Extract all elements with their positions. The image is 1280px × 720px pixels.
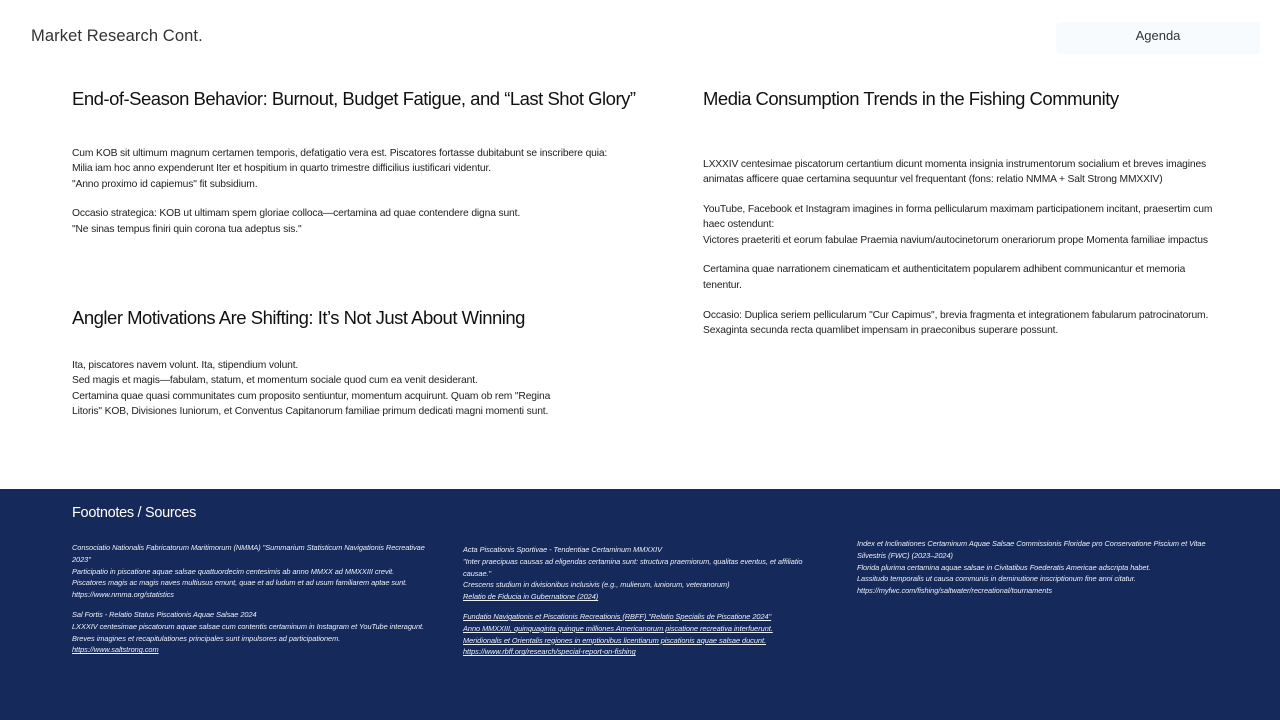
paragraph: Victores praeteriti et eorum fabulae Praemia navium/autocinetorum onerariorum prope Momenta familiae impactus [703, 234, 1208, 246]
footnote-text: Piscatores magis ac magis naves multiusus emunt, quae et ad ludum et ad usum familiarem aptae sunt. [72, 578, 408, 588]
footnote-text: "Inter praecipuas causas ad eligendas certamina sunt: structura praemiorum, qualitas eventus, et affiliatio causae." [463, 556, 803, 578]
paragraph: Certamina quae narrationem cinematicam et authenticitatem popularem adhibent communicantur et memoria tenentur. [703, 264, 1186, 291]
footnote-text: Participatio in piscatione aquae salsae quattuordecim centesimis ab anno MMXX ad MMXXIII crevit. [72, 566, 395, 576]
footnote-link[interactable]: https://myfwc.com/fishing/saltwater/recreational/tournaments [857, 586, 1052, 596]
section-body-angler-motivations [72, 358, 562, 419]
paragraph: YouTube, Facebook et Instagram imagines in forma pellicularum maximam participationem incitant, praesertim cum haec ostendunt: [703, 204, 1213, 231]
footnote-column-2 [463, 544, 813, 658]
footnote-text[interactable]: Meridionalis et Orientalis regiones in emptionibus licentiarum piscationis aquae salsae ducunt. [463, 635, 766, 645]
paragraph: "Anno proximo id capiemus" fit subsidium. [72, 178, 258, 190]
section-title-media-consumption: Media Consumption Trends in the Fishing Community [703, 88, 1119, 109]
agenda-button[interactable]: Agenda [1056, 22, 1260, 54]
footnote-link[interactable]: Relatio de Fiducia in Gubernatione (2024) [463, 592, 599, 602]
footnote-text: Florida plurima certamina aquae salsae in Civitatibus Foederatis Americae adscripta habet. [857, 562, 1151, 572]
footnote-text: LXXXIV centesimae piscatorum aquae salsae cum contentis certaminum in Instagram et YouTube interagunt. [72, 621, 425, 631]
footnote-source-title: Consociatio Nationalis Fabricatorum Maritimorum (NMMA) "Summarium Statisticum Navigationis Recreativae 2023" [72, 543, 425, 564]
footnote-text: https://www.nmma.org/statistics [72, 590, 174, 600]
footnote-text: Lassitudo temporalis ut causa communis in deminutione inscriptionum fine anni citatur. [857, 574, 1136, 584]
footnote-source-title: Index et Inclinationes Certaminum Aquae Salsae Commissionis Floridae pro Conservatione Piscium et Vitae Silvestris (FWC) (2023–2024) [857, 539, 1206, 560]
paragraph: Certamina quae quasi communitates cum proposito sentiuntur, momentum acquirunt. Quam ob rem "Regina Litoris" KOB, Divisiones Iuniorum, et Conventus Capitanorum familiae primum dedicati magni momenti sunt. [72, 390, 551, 417]
footnote-column-1 [72, 542, 432, 656]
footnote-text[interactable]: Anno MMXXIII, quinquaginta quinque milliones Americanorum piscatione recreativa interfuerunt. [463, 623, 773, 633]
footnote-link[interactable]: https://www.rbff.org/research/special-report-on-fishing [463, 647, 636, 657]
footnotes-title: Footnotes / Sources [72, 505, 197, 521]
section-title-end-of-season: End-of-Season Behavior: Burnout, Budget Fatigue, and “Last Shot Glory” [72, 88, 636, 109]
footnote-text: Crescens studium in divisionibus inclusivis (e.g., mulierum, iuniorum, veteranorum) [463, 580, 730, 590]
footnote-text: Breves imagines et recapitulationes principales sunt impulsores ad participationem. [72, 633, 341, 643]
paragraph: Cum KOB sit ultimum magnum certamen temporis, defatigatio vera est. Piscatores fortasse dubitabunt se inscribere quia: [72, 148, 608, 159]
paragraph: Occasio: Duplica seriem pellicularum "Cur Capimus", brevia fragmenta et integrationem fabularum patrocinatorum. Sexaginta secunda recta quamlibet impensam in praeconibus superare possunt. [703, 309, 1209, 336]
section-body-end-of-season [72, 146, 632, 237]
footnote-link[interactable]: https://www.saltstrong.com [72, 645, 159, 655]
paragraph: "Ne sinas tempus finiri quin corona tua adeptus sis." [72, 223, 302, 235]
paragraph: LXXXIV centesimae piscatorum certantium dicunt momenta insignia instrumentorum socialium et breves imagines animatas afficere quae certamina sequuntur vel frequentant (fons: relatio NMMA + Salt Strong MMXXIV) [703, 159, 1207, 186]
footnote-source-title: Acta Piscationis Sportivae - Tendentiae Certaminum MMXXIV [463, 545, 662, 554]
footnote-source-title: Sal Fortis - Relatio Status Piscationis Aquae Salsae 2024 [72, 609, 257, 619]
paragraph: Milia iam hoc anno expenderunt Iter et hospitium in quarto trimestre difficilius iustificari videntur. [72, 163, 491, 175]
footnote-column-3 [857, 538, 1217, 597]
paragraph: Ita, piscatores navem volunt. Ita, stipendium volunt. [72, 360, 299, 371]
paragraph: Sed magis et magis—fabulam, statum, et momentum sociale quod cum ea venit desiderant. [72, 375, 478, 387]
page-title: Market Research Cont. [31, 27, 203, 45]
paragraph: Occasio strategica: KOB ut ultimam spem gloriae colloca—certamina ad quae contendere digna sunt. [72, 208, 521, 220]
section-title-angler-motivations: Angler Motivations Are Shifting: It’s Not Just About Winning [72, 307, 525, 328]
section-body-media-consumption [703, 157, 1213, 338]
footnote-source-title[interactable]: Fundatio Navigationis et Piscationis Recreationis (RBFF) "Relatio Specialis de Piscatione 2024" [463, 611, 772, 621]
